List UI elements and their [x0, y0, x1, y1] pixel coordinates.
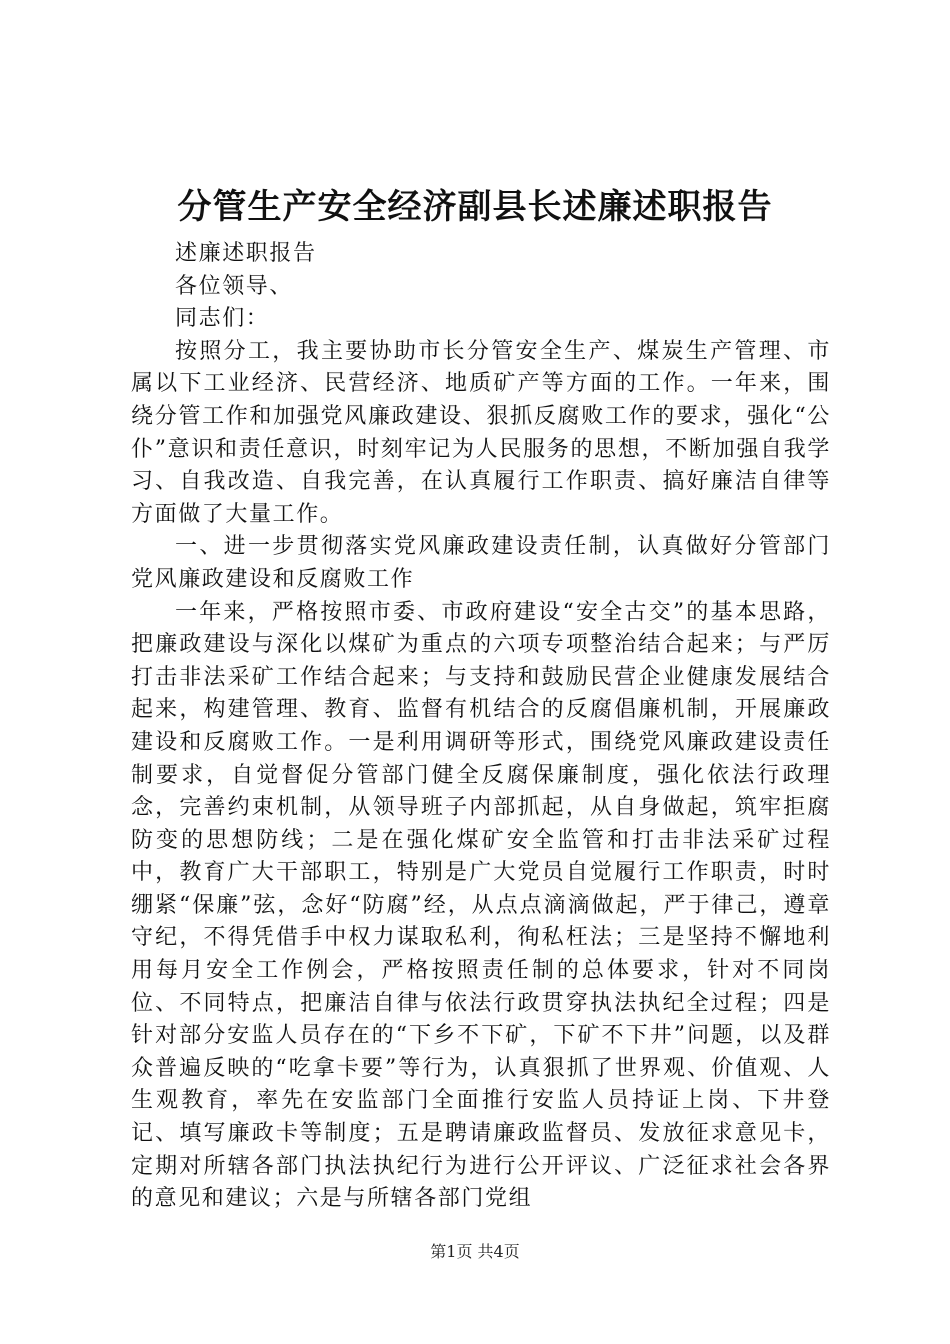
page-number-footer: 第1页 共4页 [430, 1242, 520, 1261]
report-subtitle: 述廉述职报告 [175, 241, 317, 266]
salutation-comrades: 同志们： [175, 306, 270, 332]
body-paragraph: 一年来，严格按照市委、市政府建设“安全古交”的基本思路，把廉政建设与深化以煤矿为重点的六项专项整治结合起来；与严厉打击非法采矿工作结合起来；与支持和鼓励民营企业健康发展结合起来，构建管理、教育、监督有机结合的反腐倡廉机制，开展廉政建设和反腐败工作。一是利用调研等形式，围绕党风廉政建设责任制要求，自觉督促分管部门健全反腐保廉制度，强化依法行政理念，完善约束机制，从领导班子内部抓起，从自身做起，筑牢拒腐防变的思想防线；二是在强化煤矿安全监管和打击非法采矿过程中，教育广大干部职工，特别是广大党员自觉履行工作职责，时时绷紧“保廉”弦，念好“防腐”经，从点点滴滴做起，严于律己，遵章守纪，不得凭借手中权力谋取私利，徇私枉法；三是坚持不懈地利用每月安全工作例会，严格按照责任制的总体要求，针对不同岗位、不同特点，把廉洁自律与依法行政贯穿执法执纪全过程；四是针对部分安监人员存在的“下乡不下矿，下矿不下井”问题，以及群众普遍反映的“吃拿卡要”等行为，认真狠抓了世界观、价值观、人生观教育，率先在安监部门全面推行安监人员持证上岗、下井登记、填写廉政卡等制度；五是聘请廉政监督员、发放征求意见卡，定期对所辖各部门执法执纪行为进行公开评议、广泛征求社会各界的意见和建议；六是与所辖各部门党组 [131, 599, 831, 1212]
salutation-leaders: 各位领导、 [175, 273, 294, 299]
section-heading: 一、进一步贯彻落实党风廉政建设责任制，认真做好分管部门党风廉政建设和反腐败工作 [131, 534, 831, 592]
document-title: 分管生产安全经济副县长述廉述职报告 [177, 187, 773, 227]
body-paragraph: 按照分工，我主要协助市长分管安全生产、煤炭生产管理、市属以下工业经济、民营经济、地质矿产等方面的工作。一年来，围绕分管工作和加强党风廉政建设、狠抓反腐败工作的要求，强化“公仆”意识和责任意识，时刻牢记为人民服务的思想，不断加强自我学习、自我改造、自我完善，在认真履行工作职责、搞好廉洁自律等方面做了大量工作。 [131, 338, 831, 527]
document-body [131, 238, 831, 1216]
